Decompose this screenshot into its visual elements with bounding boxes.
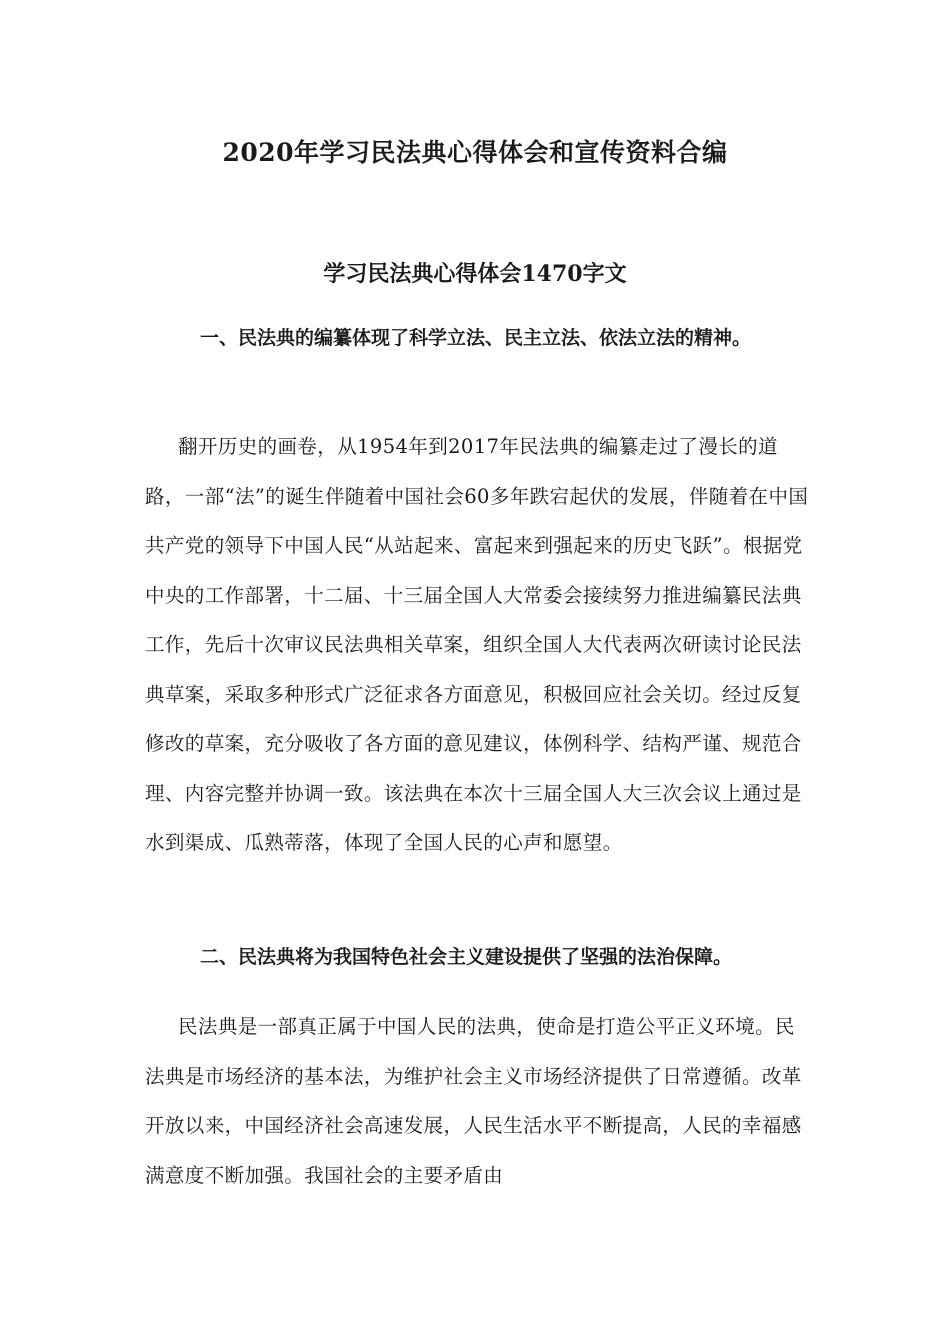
- heading-one: 一、民法典的编纂体现了科学立法、民主立法、依法立法的精神。: [200, 327, 752, 349]
- paragraph-two: 民法典是一部真正属于中国人民的法典，使命是打造公平正义环境。民法典是市场经济的基本法，为维护社会主义市场经济提供了日常遵循。改革开放以来，中国经济社会高速发展，人民生活水平不断提高，人民的幸福感满意度不断加强。我国社会的主要矛盾由: [145, 1015, 802, 1187]
- paragraph-one: 翻开历史的画卷，从1954年到2017年民法典的编纂走过了漫长的道路，一部“法”的诞生伴随着中国社会60多年跌宕起伏的发展，伴随着在中国共产党的领导下中国人民“从站起来、富起来到强起来的历史飞跃”。根据党中央的工作部署，十二届、十三届全国人大常委会接续努力推进编纂民法典工作，先后十次审议民法典相关草案，组织全国人大代表两次研读讨论民法典草案，采取多种形式广泛征求各方面意见，积极回应社会关切。经过反复修改的草案，充分吸收了各方面的意见建议，体例科学、结构严谨、规范合理、内容完整并协调一致。该法典在本次十三届全国人大三次会议上通过是水到渠成、瓜熟蒂落，体现了全国人民的心声和愿望。: [145, 435, 809, 854]
- section-title: 学习民法典心得体会1470字文: [323, 261, 627, 287]
- heading-two: 二、民法典将为我国特色社会主义建设提供了坚强的法治保障。: [200, 946, 733, 968]
- document-title: 2020年学习民法典心得体会和宣传资料合编: [222, 138, 728, 167]
